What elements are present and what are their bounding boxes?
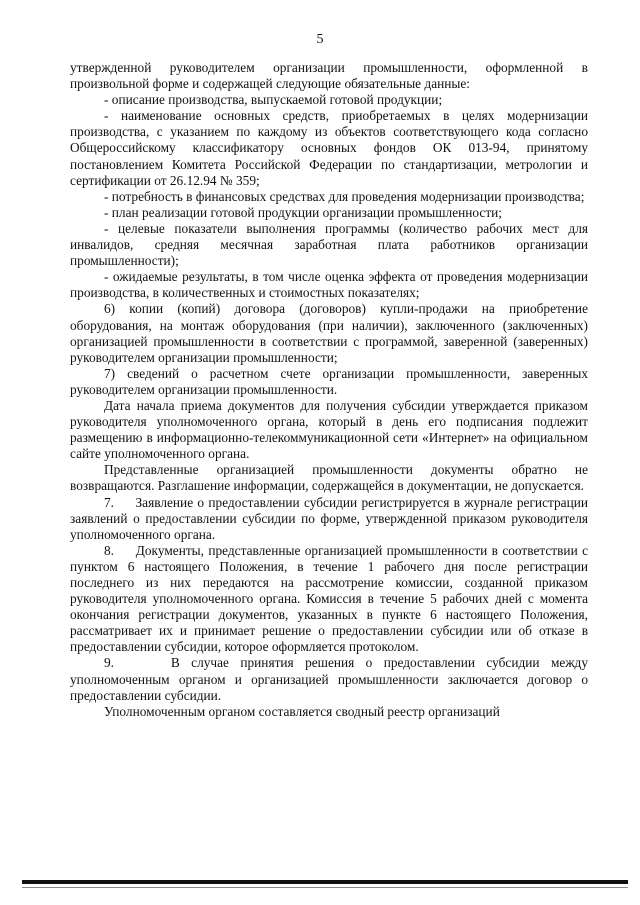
paragraph-item-6-contracts: 6) копии (копий) договора (договоров) купли-продажи на приобретение оборудования, на монтаж оборудования (при наличии), заключенного (заключенных) организацией промышленности в соответствии с программой, заверенной (заверенных) руководителем организации промышленности; <box>70 301 588 365</box>
list-item-production-description: - описание производства, выпускаемой готовой продукции; <box>104 92 443 108</box>
paragraph-documents-not-returned: Представленные организацией промышленности документы обратно не возвращаются. Разглашение информации, содержащейся в документации, не допускается. <box>70 462 588 494</box>
paragraph-registry: Уполномоченным органом составляется сводный реестр организаций <box>104 703 500 719</box>
paragraph-clause-9: 9. В случае принятия решения о предоставлении субсидии между уполномоченным органом и организацией промышленности заключается договор о предоставлении субсидии. <box>70 655 588 703</box>
list-item-fixed-assets: - наименование основных средств, приобретаемых в целях модернизации производства, с указанием по каждому из объектов соответствующего кода согласно Общероссийскому классификатору основных фондов ОК 013-94, принятому постановлением Комитета Российской Федерации по стандартизации, метрологии и сертификации от 26.12.94 № 359; <box>70 108 588 188</box>
list-item-target-indicators: - целевые показатели выполнения программы (количество рабочих мест для инвалидов, средняя месячная заработная плата работников организации промышленности); <box>70 220 588 269</box>
paragraph-item-7-bank-account: 7) сведений о расчетном счете организации промышленности, заверенных руководителем организации промышленности. <box>70 365 588 397</box>
list-item-expected-results: - ожидаемые результаты, в том числе оценка эффекта от проведения модернизации производства, в количественных и стоимостных показателях; <box>70 269 588 301</box>
list-item-financial-needs: - потребность в финансовых средствах для проведения модернизации производства; <box>104 188 585 204</box>
page-number: 5 <box>316 32 324 47</box>
paragraph-intro-continuation: утвержденной руководителем организации промышленности, оформленной в произвольной форме и содержащей следующие обязательные данные: <box>70 60 588 92</box>
paragraph-clause-8: 8. Документы, представленные организацией промышленности в соответствии с пунктом 6 настоящего Положения, в течение 1 рабочего дня после регистрации последнего из них передаются на рассмотрение комиссии, созданной приказом руководителя уполномоченного органа. Комиссия в течение 5 рабочих дней с момента окончания регистрации документов, указанных в пункте 6 настоящего Положения, рассматривает их и принимает решение о предоставлении субсидии или об отказе в предоставлении субсидии, которое оформляется протоколом. <box>70 542 588 655</box>
paragraph-acceptance-start-date: Дата начала приема документов для получения субсидии утверждается приказом руководителя уполномоченного органа, который в день его подписания подлежит размещению в информационно-телекоммуникационной сети «Интернет» на официальном сайте уполномоченного органа. <box>70 397 588 462</box>
list-item-sales-plan: - план реализации готовой продукции организации промышленности; <box>104 204 503 220</box>
document-body <box>70 60 588 720</box>
bottom-scan-edge-line <box>22 880 628 884</box>
paragraph-clause-7: 7. Заявление о предоставлении субсидии регистрируется в журнале регистрации заявлений о предоставлении субсидии по форме, утвержденной приказом руководителя уполномоченного органа. <box>70 494 588 542</box>
